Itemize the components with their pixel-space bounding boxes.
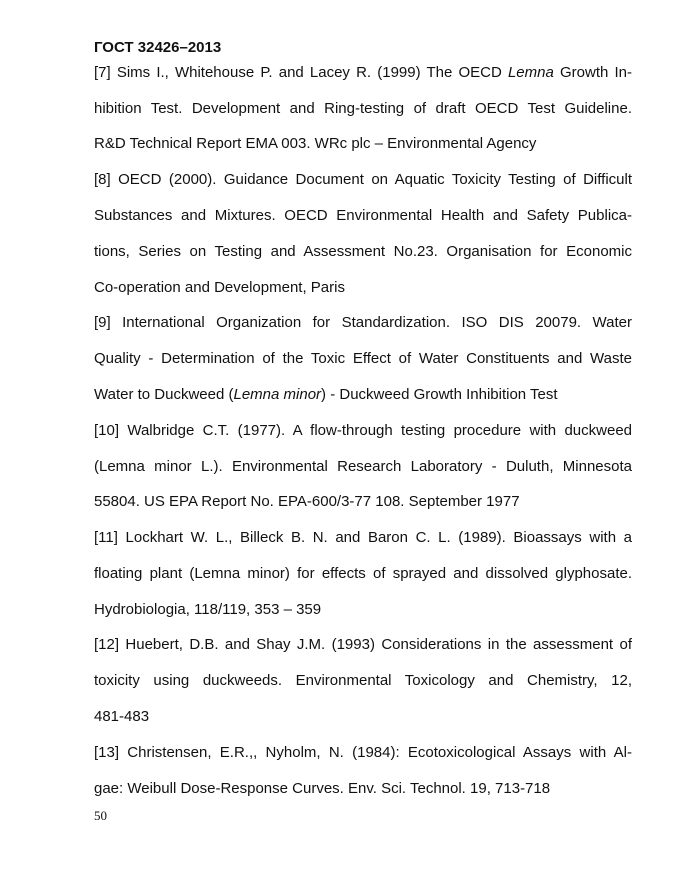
standard-header: ГОСТ 32426–2013 — [94, 39, 222, 56]
page-number: 50 — [94, 808, 107, 823]
ref-13-line-2: gae: Weibull Dose-Response Curves. Env. Sci. Technol. 19, 713-718 — [94, 780, 551, 797]
ref-11-line-1: [11] Lockhart W. L., Billeck B. N. and Baron C. L. (1989). Bioassays with a — [94, 529, 632, 546]
ref-7-line-2: hibition Test. Development and Ring-testing of draft OECD Test Guideline. — [94, 100, 632, 117]
ref-9-text: ) - Duckweed Growth Inhibition Test — [321, 386, 558, 403]
ref-9-line-3 — [94, 385, 632, 405]
ref-8-line-3: tions, Series on Testing and Assessment No.23. Organisation for Economic — [94, 243, 632, 260]
ref-9-italic-term: Lemna minor — [233, 386, 322, 403]
ref-9-text: Water to Duckweed ( — [94, 386, 234, 403]
ref-7-italic-term: Lemna — [507, 64, 554, 81]
ref-7-line-3: R&D Technical Report EMA 003. WRc plc – Environmental Agency — [94, 135, 537, 152]
ref-11-line-2: floating plant (Lemna minor) for effects of sprayed and dissolved glyphosate. — [94, 565, 632, 582]
ref-10-line-2: (Lemna minor L.). Environmental Research Laboratory - Duluth, Minnesota — [94, 458, 632, 475]
ref-12-line-3: 481-483 — [94, 708, 150, 725]
ref-7-text: [7] Sims I., Whitehouse P. and Lacey R. (1999) The OECD — [94, 64, 508, 81]
ref-9-line-2: Quality - Determination of the Toxic Effect of Water Constituents and Waste — [94, 350, 632, 367]
ref-12-line-2: toxicity using duckweeds. Environmental Toxicology and Chemistry, 12, — [94, 672, 632, 689]
ref-8-line-2: Substances and Mixtures. OECD Environmental Health and Safety Publica- — [94, 207, 632, 224]
ref-12-line-1: [12] Huebert, D.B. and Shay J.M. (1993) Considerations in the assessment of — [94, 636, 632, 653]
ref-7-line-1 — [94, 63, 632, 83]
ref-9-line-1: [9] International Organization for Standardization. ISO DIS 20079. Water — [94, 314, 632, 331]
ref-10-line-3: 55804. US EPA Report No. EPA-600/3-77 108. September 1977 — [94, 493, 520, 510]
ref-8-line-1: [8] OECD (2000). Guidance Document on Aquatic Toxicity Testing of Difficult — [94, 171, 632, 188]
ref-8-line-4: Co-operation and Development, Paris — [94, 279, 345, 296]
ref-7-text: Growth In- — [553, 64, 632, 81]
ref-11-line-3: Hydrobiologia, 118/119, 353 – 359 — [94, 601, 322, 618]
ref-13-line-1: [13] Christensen, E.R.,, Nyholm, N. (1984): Ecotoxicological Assays with Al- — [94, 744, 632, 761]
ref-10-line-1: [10] Walbridge C.T. (1977). A flow-through testing procedure with duckweed — [94, 422, 632, 439]
